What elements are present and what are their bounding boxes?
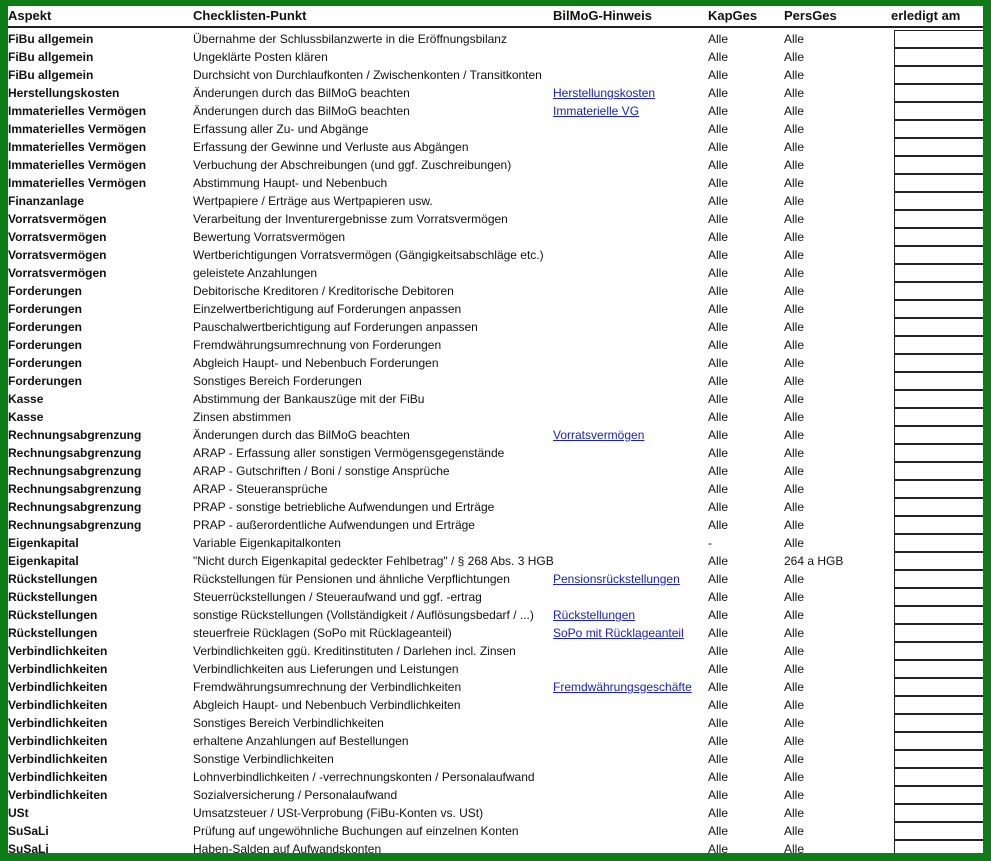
checklist-point-cell: Erfassung der Gewinne und Verluste aus Abgängen <box>193 140 469 154</box>
aspekt-cell: FiBu allgemein <box>8 50 94 64</box>
kapges-cell: - <box>708 536 712 550</box>
checklist-sheet <box>8 6 983 853</box>
erledigt-am-input[interactable] <box>894 732 983 750</box>
erledigt-am-input[interactable] <box>894 678 983 696</box>
persges-cell: Alle <box>784 680 805 694</box>
checklist-point-cell: ARAP - Steueransprüche <box>193 482 328 496</box>
erledigt-am-input[interactable] <box>894 192 983 210</box>
aspekt-cell: USt <box>8 806 29 820</box>
persges-cell: Alle <box>784 284 805 298</box>
erledigt-am-input[interactable] <box>894 372 983 390</box>
erledigt-am-input[interactable] <box>894 768 983 786</box>
persges-cell: Alle <box>784 158 805 172</box>
persges-cell: Alle <box>784 302 805 316</box>
table-row <box>8 48 983 66</box>
erledigt-am-input[interactable] <box>894 336 983 354</box>
aspekt-cell: FiBu allgemein <box>8 68 94 82</box>
persges-cell: Alle <box>784 50 805 64</box>
aspekt-cell: Verbindlichkeiten <box>8 680 108 694</box>
kapges-cell: Alle <box>708 608 729 622</box>
persges-cell: 264 a HGB <box>784 554 844 568</box>
checklist-point-cell: Erfassung aller Zu- und Abgänge <box>193 122 369 136</box>
bilmog-link[interactable]: Herstellungskosten <box>553 86 656 100</box>
persges-cell: Alle <box>784 662 805 676</box>
persges-cell: Alle <box>784 734 805 748</box>
table-row <box>8 120 983 138</box>
bilmog-link[interactable]: SoPo mit Rücklageanteil <box>553 626 684 640</box>
kapges-cell: Alle <box>708 464 729 478</box>
persges-cell: Alle <box>784 788 805 802</box>
aspekt-cell: Verbindlichkeiten <box>8 644 108 658</box>
table-row <box>8 822 983 840</box>
aspekt-cell: Rechnungsabgrenzung <box>8 518 142 532</box>
persges-cell: Alle <box>784 392 805 406</box>
checklist-point-cell: Haben-Salden auf Aufwandskonten <box>193 842 382 853</box>
header-bilmog-hinweis: BilMoG-Hinweis <box>553 8 652 23</box>
kapges-cell: Alle <box>708 302 729 316</box>
table-row <box>8 768 983 786</box>
kapges-cell: Alle <box>708 248 729 262</box>
persges-cell: Alle <box>784 140 805 154</box>
table-row <box>8 498 983 516</box>
table-row <box>8 714 983 732</box>
kapges-cell: Alle <box>708 662 729 676</box>
persges-cell: Alle <box>784 608 805 622</box>
kapges-cell: Alle <box>708 104 729 118</box>
erledigt-am-input[interactable] <box>894 408 983 426</box>
erledigt-am-input[interactable] <box>894 552 983 570</box>
erledigt-am-input[interactable] <box>894 66 983 84</box>
checklist-point-cell: Sonstige Verbindlichkeiten <box>193 752 334 766</box>
aspekt-cell: Rückstellungen <box>8 572 98 586</box>
erledigt-am-input[interactable] <box>894 84 983 102</box>
aspekt-cell: FiBu allgemein <box>8 32 94 46</box>
checklist-point-cell: Übernahme der Schlussbilanzwerte in die Eröffnungsbilanz <box>193 32 507 46</box>
persges-cell: Alle <box>784 842 805 853</box>
table-row <box>8 588 983 606</box>
checklist-point-cell: Sonstiges Bereich Forderungen <box>193 374 362 388</box>
aspekt-cell: Kasse <box>8 392 44 406</box>
aspekt-cell: Rechnungsabgrenzung <box>8 464 142 478</box>
erledigt-am-input[interactable] <box>894 174 983 192</box>
kapges-cell: Alle <box>708 626 729 640</box>
checklist-point-cell: Abstimmung Haupt- und Nebenbuch <box>193 176 388 190</box>
bilmog-link[interactable]: Vorratsvermögen <box>553 428 645 442</box>
persges-cell: Alle <box>784 266 805 280</box>
aspekt-cell: Immaterielles Vermögen <box>8 176 147 190</box>
aspekt-cell: Rückstellungen <box>8 590 98 604</box>
kapges-cell: Alle <box>708 68 729 82</box>
erledigt-am-input[interactable] <box>894 102 983 120</box>
aspekt-cell: Forderungen <box>8 284 82 298</box>
persges-cell: Alle <box>784 590 805 604</box>
kapges-cell: Alle <box>708 824 729 838</box>
aspekt-cell: Herstellungskosten <box>8 86 120 100</box>
aspekt-cell: Verbindlichkeiten <box>8 662 108 676</box>
kapges-cell: Alle <box>708 176 729 190</box>
erledigt-am-input[interactable] <box>894 822 983 840</box>
kapges-cell: Alle <box>708 428 729 442</box>
aspekt-cell: Forderungen <box>8 374 82 388</box>
aspekt-cell: Verbindlichkeiten <box>8 788 108 802</box>
checklist-point-cell: Verbindlichkeiten aus Lieferungen und Leistungen <box>193 662 459 676</box>
kapges-cell: Alle <box>708 716 729 730</box>
checklist-point-cell: Prüfung auf ungewöhnliche Buchungen auf einzelnen Konten <box>193 824 519 838</box>
kapges-cell: Alle <box>708 284 729 298</box>
persges-cell: Alle <box>784 230 805 244</box>
persges-cell: Alle <box>784 572 805 586</box>
checklist-point-cell: Fremdwährungsumrechnung von Forderungen <box>193 338 442 352</box>
aspekt-cell: Rechnungsabgrenzung <box>8 482 142 496</box>
kapges-cell: Alle <box>708 140 729 154</box>
table-row <box>8 372 983 390</box>
persges-cell: Alle <box>784 428 805 442</box>
persges-cell: Alle <box>784 338 805 352</box>
header-checklisten-punkt: Checklisten-Punkt <box>193 8 307 23</box>
table-row <box>8 174 983 192</box>
checklist-point-cell: Bewertung Vorratsvermögen <box>193 230 346 244</box>
aspekt-cell: Forderungen <box>8 338 82 352</box>
persges-cell: Alle <box>784 194 805 208</box>
erledigt-am-input[interactable] <box>894 570 983 588</box>
persges-cell: Alle <box>784 356 805 370</box>
erledigt-am-input[interactable] <box>894 138 983 156</box>
checklist-point-cell: Ungeklärte Posten klären <box>193 50 328 64</box>
table-row <box>8 264 983 282</box>
table-row <box>8 552 983 570</box>
aspekt-cell: Kasse <box>8 410 44 424</box>
header-aspekt: Aspekt <box>8 8 52 23</box>
kapges-cell: Alle <box>708 770 729 784</box>
table-row <box>8 534 983 552</box>
aspekt-cell: Forderungen <box>8 320 82 334</box>
persges-cell: Alle <box>784 32 805 46</box>
table-row <box>8 678 983 696</box>
checklist-point-cell: Durchsicht von Durchlaufkonten / Zwischenkonten / Transitkonten <box>193 68 542 82</box>
table-row <box>8 750 983 768</box>
table-row <box>8 390 983 408</box>
aspekt-cell: Rückstellungen <box>8 608 98 622</box>
table-row <box>8 138 983 156</box>
checklist-point-cell: Änderungen durch das BilMoG beachten <box>193 104 410 118</box>
erledigt-am-input[interactable] <box>894 30 983 48</box>
checklist-point-cell: PRAP - sonstige betriebliche Aufwendungen und Erträge <box>193 500 495 514</box>
table-row <box>8 426 983 444</box>
erledigt-am-input[interactable] <box>894 642 983 660</box>
aspekt-cell: Verbindlichkeiten <box>8 770 108 784</box>
table-row <box>8 606 983 624</box>
checklist-point-cell: Sozialversicherung / Personalaufwand <box>193 788 398 802</box>
kapges-cell: Alle <box>708 158 729 172</box>
aspekt-cell: Verbindlichkeiten <box>8 716 108 730</box>
persges-cell: Alle <box>784 770 805 784</box>
table-row <box>8 84 983 102</box>
erledigt-am-input[interactable] <box>894 426 983 444</box>
kapges-cell: Alle <box>708 392 729 406</box>
header-persges: PersGes <box>784 8 837 23</box>
table-row <box>8 444 983 462</box>
erledigt-am-input[interactable] <box>894 282 983 300</box>
checklist-point-cell: Verbindlichkeiten ggü. Kreditinstituten / Darlehen incl. Zinsen <box>193 644 516 658</box>
checklist-point-cell: Einzelwertberichtigung auf Forderungen anpassen <box>193 302 462 316</box>
checklist-point-cell: Wertberichtigungen Vorratsvermögen (Gängigkeitsabschläge etc.) <box>193 248 544 262</box>
table-row <box>8 102 983 120</box>
table-row <box>8 696 983 714</box>
aspekt-cell: Eigenkapital <box>8 554 79 568</box>
kapges-cell: Alle <box>708 212 729 226</box>
checklist-point-cell: PRAP - außerordentliche Aufwendungen und Erträge <box>193 518 475 532</box>
kapges-cell: Alle <box>708 518 729 532</box>
kapges-cell: Alle <box>708 734 729 748</box>
table-row <box>8 624 983 642</box>
table-row <box>8 156 983 174</box>
table-row <box>8 336 983 354</box>
checklist-point-cell: "Nicht durch Eigenkapital gedeckter Fehlbetrag" / § 268 Abs. 3 HGB <box>193 554 554 568</box>
persges-cell: Alle <box>784 716 805 730</box>
erledigt-am-input[interactable] <box>894 318 983 336</box>
kapges-cell: Alle <box>708 698 729 712</box>
persges-cell: Alle <box>784 500 805 514</box>
erledigt-am-input[interactable] <box>894 534 983 552</box>
table-row <box>8 804 983 822</box>
checklist-point-cell: Debitorische Kreditoren / Kreditorische Debitoren <box>193 284 454 298</box>
checklist-point-cell: Variable Eigenkapitalkonten <box>193 536 341 550</box>
table-row <box>8 30 983 48</box>
table-row <box>8 66 983 84</box>
persges-cell: Alle <box>784 176 805 190</box>
aspekt-cell: Verbindlichkeiten <box>8 698 108 712</box>
checklist-point-cell: ARAP - Erfassung aller sonstigen Vermögensgegenstände <box>193 446 505 460</box>
persges-cell: Alle <box>784 320 805 334</box>
kapges-cell: Alle <box>708 266 729 280</box>
bilmog-link[interactable]: Rückstellungen <box>553 608 636 622</box>
aspekt-cell: Forderungen <box>8 356 82 370</box>
header-row <box>8 6 983 28</box>
aspekt-cell: Vorratsvermögen <box>8 266 107 280</box>
table-row <box>8 462 983 480</box>
aspekt-cell: Rückstellungen <box>8 626 98 640</box>
kapges-cell: Alle <box>708 356 729 370</box>
erledigt-am-input[interactable] <box>894 354 983 372</box>
persges-cell: Alle <box>784 644 805 658</box>
kapges-cell: Alle <box>708 590 729 604</box>
persges-cell: Alle <box>784 806 805 820</box>
table-row <box>8 246 983 264</box>
checklist-point-cell: Rückstellungen für Pensionen und ähnliche Verpflichtungen <box>193 572 510 586</box>
persges-cell: Alle <box>784 446 805 460</box>
kapges-cell: Alle <box>708 680 729 694</box>
erledigt-am-input[interactable] <box>894 516 983 534</box>
aspekt-cell: Finanzanlage <box>8 194 85 208</box>
aspekt-cell: Immaterielles Vermögen <box>8 158 147 172</box>
aspekt-cell: SuSaLi <box>8 824 49 838</box>
aspekt-cell: Immaterielles Vermögen <box>8 140 147 154</box>
erledigt-am-input[interactable] <box>894 804 983 822</box>
erledigt-am-input[interactable] <box>894 246 983 264</box>
kapges-cell: Alle <box>708 572 729 586</box>
checklist-point-cell: erhaltene Anzahlungen auf Bestellungen <box>193 734 409 748</box>
persges-cell: Alle <box>784 536 805 550</box>
erledigt-am-input[interactable] <box>894 660 983 678</box>
table-row <box>8 228 983 246</box>
aspekt-cell: Rechnungsabgrenzung <box>8 428 142 442</box>
kapges-cell: Alle <box>708 194 729 208</box>
kapges-cell: Alle <box>708 50 729 64</box>
checklist-point-cell: Abstimmung der Bankauszüge mit der FiBu <box>193 392 425 406</box>
kapges-cell: Alle <box>708 122 729 136</box>
aspekt-cell: Vorratsvermögen <box>8 212 107 226</box>
erledigt-am-input[interactable] <box>894 264 983 282</box>
bilmog-link[interactable]: Immaterielle VG <box>553 104 640 118</box>
persges-cell: Alle <box>784 464 805 478</box>
kapges-cell: Alle <box>708 842 729 853</box>
header-erledigt-am: erledigt am <box>891 8 961 23</box>
aspekt-cell: Eigenkapital <box>8 536 79 550</box>
aspekt-cell: Vorratsvermögen <box>8 248 107 262</box>
kapges-cell: Alle <box>708 752 729 766</box>
erledigt-am-input[interactable] <box>894 624 983 642</box>
aspekt-cell: Immaterielles Vermögen <box>8 104 147 118</box>
erledigt-am-input[interactable] <box>894 390 983 408</box>
checklist-point-cell: Lohnverbindlichkeiten / -verrechnungskonten / Personalaufwand <box>193 770 535 784</box>
persges-cell: Alle <box>784 752 805 766</box>
erledigt-am-input[interactable] <box>894 210 983 228</box>
checklist-point-cell: Pauschalwertberichtigung auf Forderungen anpassen <box>193 320 478 334</box>
table-row <box>8 300 983 318</box>
persges-cell: Alle <box>784 68 805 82</box>
table-row <box>8 786 983 804</box>
table-row <box>8 732 983 750</box>
kapges-cell: Alle <box>708 446 729 460</box>
table-row <box>8 660 983 678</box>
table-row <box>8 570 983 588</box>
erledigt-am-input[interactable] <box>894 786 983 804</box>
checklist-point-cell: Umsatzsteuer / USt-Verprobung (FiBu-Konten vs. USt) <box>193 806 484 820</box>
kapges-cell: Alle <box>708 374 729 388</box>
table-row <box>8 210 983 228</box>
checklist-point-cell: Wertpapiere / Erträge aus Wertpapieren usw. <box>193 194 433 208</box>
table-row <box>8 642 983 660</box>
kapges-cell: Alle <box>708 410 729 424</box>
checklist-point-cell: Änderungen durch das BilMoG beachten <box>193 428 410 442</box>
aspekt-cell: Verbindlichkeiten <box>8 734 108 748</box>
table-row <box>8 408 983 426</box>
aspekt-cell: Rechnungsabgrenzung <box>8 500 142 514</box>
header-kapges: KapGes <box>708 8 758 23</box>
persges-cell: Alle <box>784 122 805 136</box>
table-row <box>8 840 983 853</box>
kapges-cell: Alle <box>708 554 729 568</box>
aspekt-cell: Verbindlichkeiten <box>8 752 108 766</box>
erledigt-am-input[interactable] <box>894 696 983 714</box>
erledigt-am-input[interactable] <box>894 48 983 66</box>
table-row <box>8 354 983 372</box>
erledigt-am-input[interactable] <box>894 444 983 462</box>
table-row <box>8 192 983 210</box>
persges-cell: Alle <box>784 482 805 496</box>
persges-cell: Alle <box>784 248 805 262</box>
kapges-cell: Alle <box>708 644 729 658</box>
table-row <box>8 480 983 498</box>
persges-cell: Alle <box>784 86 805 100</box>
kapges-cell: Alle <box>708 320 729 334</box>
persges-cell: Alle <box>784 518 805 532</box>
kapges-cell: Alle <box>708 32 729 46</box>
kapges-cell: Alle <box>708 806 729 820</box>
persges-cell: Alle <box>784 698 805 712</box>
bilmog-link[interactable]: Fremdwährungsgeschäfte <box>553 680 692 694</box>
table-row <box>8 282 983 300</box>
erledigt-am-input[interactable] <box>894 498 983 516</box>
erledigt-am-input[interactable] <box>894 156 983 174</box>
aspekt-cell: Rechnungsabgrenzung <box>8 446 142 460</box>
aspekt-cell: Immaterielles Vermögen <box>8 122 147 136</box>
checklist-point-cell: Abgleich Haupt- und Nebenbuch Verbindlichkeiten <box>193 698 461 712</box>
aspekt-cell: Forderungen <box>8 302 82 316</box>
checklist-point-cell: Änderungen durch das BilMoG beachten <box>193 86 410 100</box>
erledigt-am-input[interactable] <box>894 480 983 498</box>
checklist-point-cell: ARAP - Gutschriften / Boni / sonstige Ansprüche <box>193 464 450 478</box>
erledigt-am-input[interactable] <box>894 300 983 318</box>
erledigt-am-input[interactable] <box>894 120 983 138</box>
persges-cell: Alle <box>784 410 805 424</box>
persges-cell: Alle <box>784 626 805 640</box>
kapges-cell: Alle <box>708 86 729 100</box>
checklist-point-cell: Verbuchung der Abschreibungen (und ggf. Zuschreibungen) <box>193 158 512 172</box>
table-row <box>8 318 983 336</box>
persges-cell: Alle <box>784 104 805 118</box>
kapges-cell: Alle <box>708 482 729 496</box>
checklist-point-cell: Sonstiges Bereich Verbindlichkeiten <box>193 716 384 730</box>
erledigt-am-input[interactable] <box>894 714 983 732</box>
checklist-point-cell: Fremdwährungsumrechnung der Verbindlichkeiten <box>193 680 462 694</box>
kapges-cell: Alle <box>708 788 729 802</box>
checklist-point-cell: Verarbeitung der Inventurergebnisse zum Vorratsvermögen <box>193 212 508 226</box>
checklist-point-cell: geleistete Anzahlungen <box>193 266 318 280</box>
erledigt-am-input[interactable] <box>894 750 983 768</box>
aspekt-cell: Vorratsvermögen <box>8 230 107 244</box>
erledigt-am-input[interactable] <box>894 588 983 606</box>
kapges-cell: Alle <box>708 230 729 244</box>
kapges-cell: Alle <box>708 500 729 514</box>
persges-cell: Alle <box>784 212 805 226</box>
bilmog-link[interactable]: Pensionsrückstellungen <box>553 572 680 586</box>
erledigt-am-input[interactable] <box>894 840 983 853</box>
persges-cell: Alle <box>784 374 805 388</box>
table-row <box>8 516 983 534</box>
checklist-point-cell: Zinsen abstimmen <box>193 410 292 424</box>
checklist-point-cell: Steuerrückstellungen / Steueraufwand und ggf. -ertrag <box>193 590 482 604</box>
persges-cell: Alle <box>784 824 805 838</box>
checklist-point-cell: Abgleich Haupt- und Nebenbuch Forderungen <box>193 356 439 370</box>
kapges-cell: Alle <box>708 338 729 352</box>
checklist-point-cell: steuerfreie Rücklagen (SoPo mit Rücklageanteil) <box>193 626 452 640</box>
aspekt-cell: SuSaLi <box>8 842 49 853</box>
erledigt-am-input[interactable] <box>894 462 983 480</box>
erledigt-am-input[interactable] <box>894 228 983 246</box>
erledigt-am-input[interactable] <box>894 606 983 624</box>
checklist-point-cell: sonstige Rückstellungen (Vollständigkeit / Auflösungsbedarf / ...) <box>193 608 534 622</box>
